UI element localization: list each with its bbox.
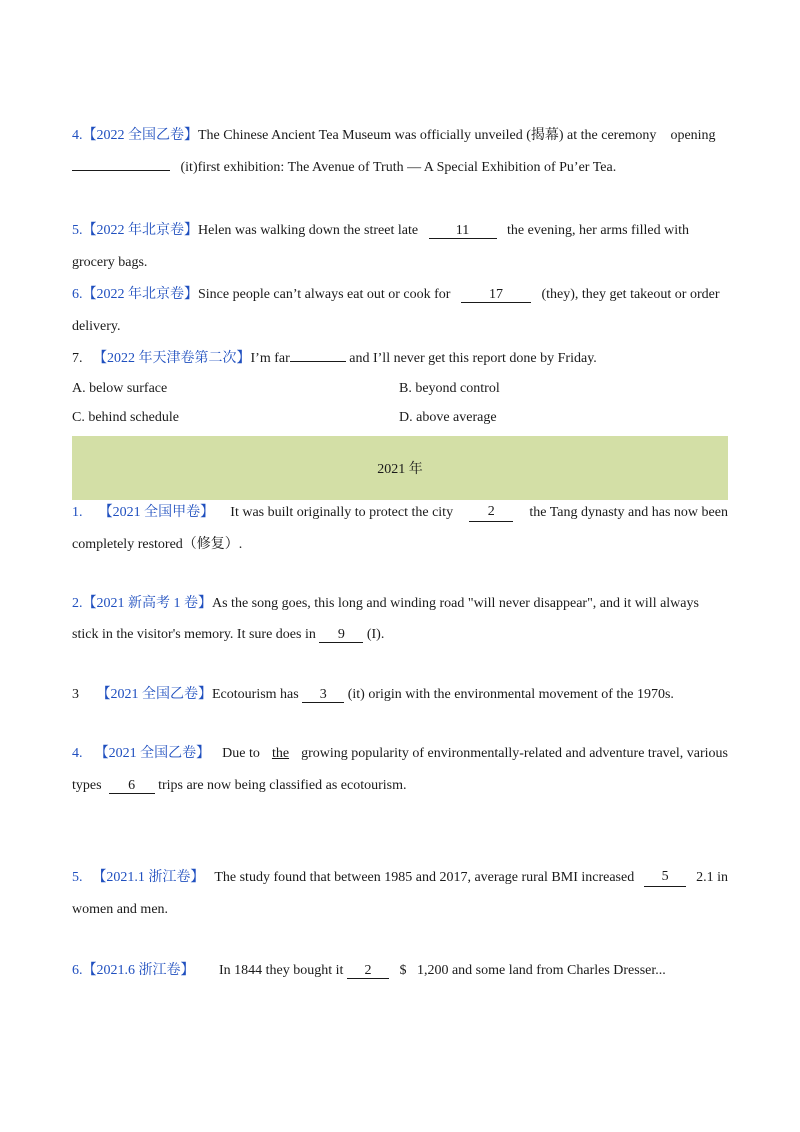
question-number: 4. [72,746,83,761]
question-2022-5-line-1 [72,222,728,240]
question-text: In 1844 they bought it [219,963,344,978]
question-number: 1. [72,505,83,520]
section-header-2021 [72,436,728,500]
question-text: Ecotourism has [212,687,299,702]
question-text: (I). [366,627,385,642]
question-text: (they), they get takeout or order [541,287,720,302]
question-text: growing popularity of environmentally-related and adventure travel, various [301,746,728,761]
question-text: the Tang dynasty and has now been [529,505,728,520]
source-tag: 【2022 年北京卷】 [82,287,198,302]
question-2021-5-line-2 [72,901,728,919]
answer-blank[interactable]: 17 [461,287,531,303]
source-tag: 【2022 年天津卷第二次】 [93,351,251,366]
answer-blank[interactable]: 3 [302,687,344,703]
question-2022-5-line-2 [72,254,728,272]
answer-blank[interactable]: 2 [469,504,513,522]
question-text: trips are now being classified as ecotourism. [158,778,407,793]
question-text: It was built originally to protect the city [230,505,454,520]
answer-blank[interactable]: 5 [644,869,686,887]
question-text: The Chinese Ancient Tea Museum was officially unveiled (揭幕) at the ceremony [198,128,657,143]
question-2021-5-line-1 [72,869,728,887]
question-text: stick in the visitor's memory. It sure does in [72,627,316,642]
question-text: 2.1 in [696,870,728,885]
question-text: completely restored（修复）. [72,537,243,552]
question-2021-3-line-1 [72,686,728,704]
question-text: opening [670,128,716,143]
question-text: Since people can’t always eat out or cook for [198,287,451,302]
question-text: As the song goes, this long and winding road "will never disappear", and it will always [212,596,699,611]
option-c[interactable]: C. behind schedule [72,410,179,425]
question-number: 5. [72,223,83,238]
source-tag: 【2021 新高考 1 卷】 [82,596,212,611]
question-2021-2-line-1 [72,595,728,613]
question-number: 6. [72,963,83,978]
underlined-word: the [271,746,290,761]
source-tag: 【2022 全国乙卷】 [82,128,198,143]
question-number: 5. [72,870,83,885]
question-2022-6-line-2 [72,318,728,336]
question-text: grocery bags. [72,255,148,270]
answer-blank[interactable] [72,170,170,171]
question-text: The study found that between 1985 and 2017, average rural BMI increased [214,870,635,885]
section-title: 2021 年 [377,462,423,477]
source-tag: 【2021 全国甲卷】 [98,505,215,520]
question-text: Helen was walking down the street late [198,223,419,238]
answer-blank[interactable]: 2 [347,963,389,979]
question-text: (it) origin with the environmental movement of the 1970s. [347,687,674,702]
question-2021-4-line-1 [72,745,728,763]
question-text: and I’ll never get this report done by Friday. [349,351,597,366]
question-2021-4-line-2 [72,777,728,795]
answer-blank[interactable] [290,361,346,362]
question-2021-1-line-2 [72,536,728,554]
question-text: (it)first exhibition: The Avenue of Truth — A Special Exhibition of Pu’er Tea. [180,160,617,175]
answer-blank[interactable]: 11 [429,223,497,239]
answer-blank[interactable]: 6 [109,778,155,794]
question-text: types [72,778,102,793]
source-tag: 【2021 全国乙卷】 [96,687,212,702]
question-2021-1-line-1 [72,504,728,522]
question-2022-4-line-1 [72,127,728,145]
question-2022-7-line-1 [72,350,728,368]
question-number: 7. [72,351,83,366]
question-2022-6-line-1 [72,286,728,304]
question-text: 1,200 and some land from Charles Dresser... [416,963,666,978]
option-b[interactable]: B. beyond control [399,381,500,396]
question-2022-4-line-2 [72,159,728,177]
question-2021-2-line-2 [72,626,728,644]
option-d[interactable]: D. above average [399,410,497,425]
question-text: women and men. [72,902,169,917]
question-2021-6-line-1 [72,962,728,980]
question-number: 6. [72,287,83,302]
dollar-sign: $ [399,963,407,978]
answer-blank[interactable]: 9 [319,627,363,643]
question-text: delivery. [72,319,121,334]
question-text: Due to [222,746,260,761]
question-text: I’m far [250,351,290,366]
question-number: 2. [72,596,83,611]
question-number: 4. [72,128,83,143]
source-tag: 【2021 全国乙卷】 [94,746,211,761]
source-tag: 【2022 年北京卷】 [82,223,198,238]
question-text: the evening, her arms filled with [507,223,689,238]
source-tag: 【2021.6 浙江卷】 [82,963,195,978]
source-tag: 【2021.1 浙江卷】 [92,870,205,885]
question-number: 3 [72,687,79,702]
option-a[interactable]: A. below surface [72,381,168,396]
